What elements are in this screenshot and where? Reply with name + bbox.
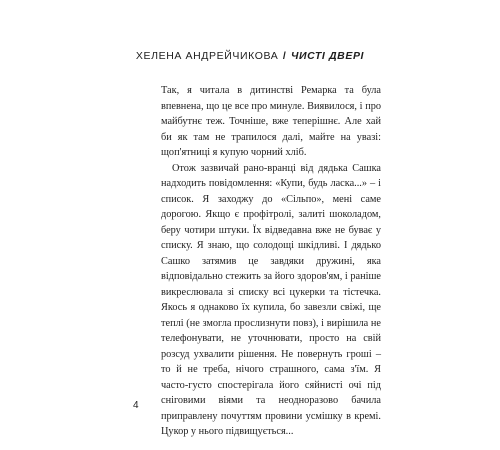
page-number: 4 (133, 400, 139, 411)
paragraph-1: Так, я читала в дитинстві Ремарка та була впевнена, що це все про минуле. Виявилося, і про майбутнє теж. Точніше, вже теперішнє. Але хай би як там не трапилося далі, майте на увазі: щоп'ятниці я купую чорний хліб. (161, 85, 381, 158)
body-text (161, 83, 381, 440)
header-separator: / (282, 50, 287, 62)
running-header (0, 50, 500, 62)
header-book-title: ЧИСТІ ДВЕРІ (290, 50, 365, 62)
paragraph-2: Отож зазвичай рано-вранці від дядька Сашка надходить повідомлення: «Купи, будь ласка...» – і список. Я заходжу до «Сільпо», мені саме дорогою. Якщо є профітролі, залиті шоколадом, беру чотири штуки. Їх відведавна вже не буває у списку. Я знаю, що солодощі шкідливі. І дядько Сашко затямив це завдяки дружині, яка відповідально стежить за його здоров'ям, і раніше викреслювала зі списку всі цукерки та тістечка. Якось я однаково їх купила, бо завезли свіжі, ще теплі (не змогла прослизнути повз), і вирішила не телефонувати, не уточнювати, просто на свій розсуд ухвалити рішення. Не повернуть гроші – то й не треба, нічого страшного, сама з'їм. Я часто-густо спостерігала його сяйнисті очі під сніговими віями та неодноразово бачила приправлену почуттям провини усмішку в кремі. Цукор у нього підвищується... (161, 162, 381, 437)
header-author: ХЕЛЕНА АНДРЕЙЧИКОВА (135, 50, 279, 62)
